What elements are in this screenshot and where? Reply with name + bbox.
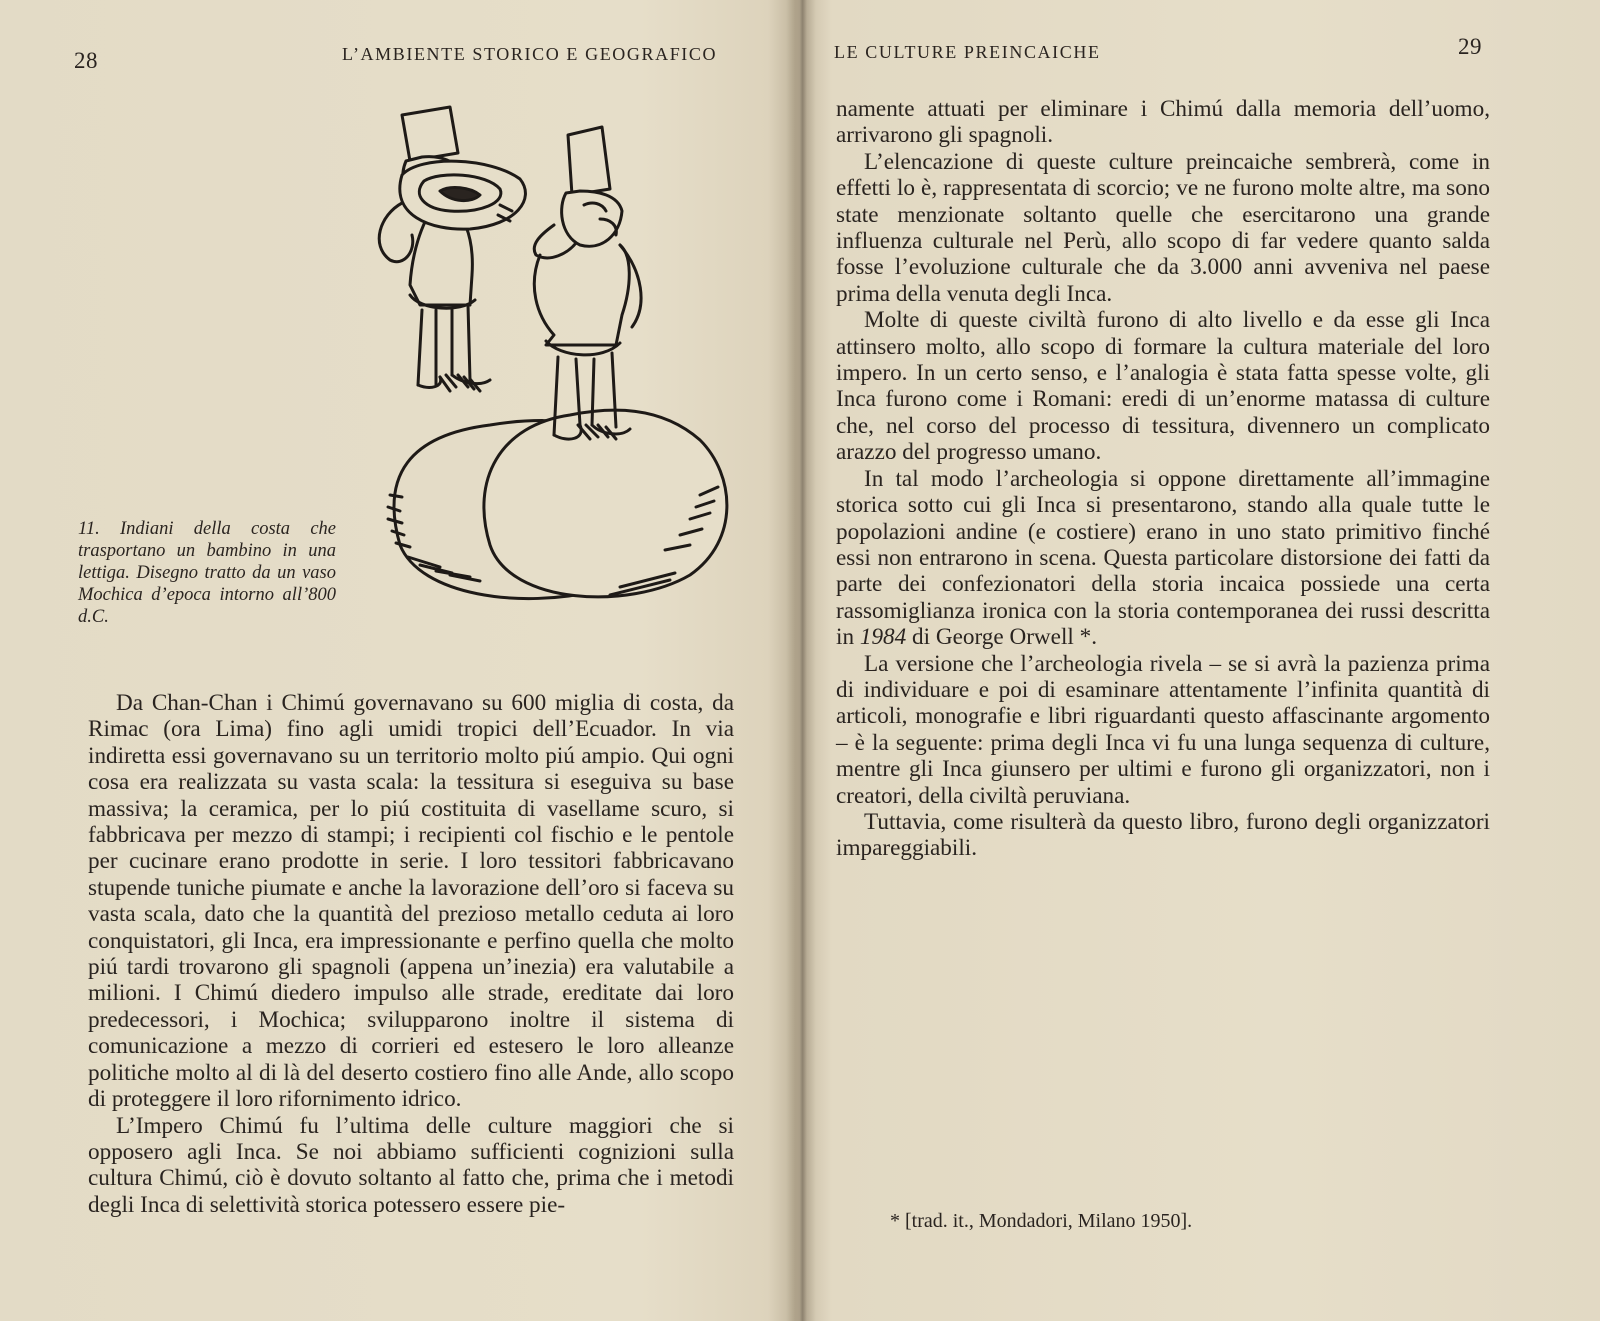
right-page (810, 0, 1600, 1321)
mochica-vase-illustration (340, 95, 760, 615)
page-number-left: 28 (74, 48, 98, 73)
paragraph: Da Chan-Chan i Chimú governavano su 600 miglia di costa, da Rimac (ora Lima) fino agli umidi tropici dell’Ecuador. In via indiretta essi governavano su un territorio molto piú ampio. Qui ogni cosa era realizzata su vasta scala: la tessitura si eseguiva su base massiva; la ceramica, per lo piú costituita di vasellame scuro, si fabbricava per mezzo di stampi; i recipienti col fischio e le pentole per cucinare erano prodotte in serie. I loro tessitori fabbricavano stupende tuniche piumate e anche la lavorazione dell’oro si faceva su vasta scala, dato che la quantità del prezioso metallo ceduta ai loro conquistatori, gli Inca, era impressionante e perfino quella che molto piú tardi trovarono gli spagnoli (appena un’inezia) era valutabile a milioni. I Chimú diedero impulso alle strade, ereditate dai loro predecessori, i Mochica; svilupparono inoltre il sistema di comunicazione a mezzo di corrieri ed estesero le loro alleanze politiche molto al di là del deserto costiero fino alle Ande, allo scopo di proteggere il loro rifornimento idrico. (88, 690, 734, 1113)
paragraph-text: In tal modo l’archeologia si oppone direttamente all’immagine storica sotto cui gli Inca si presentarono, stando alla quale tutte le popolazioni andine (e costiere) erano in uno stato primitivo finché essi non entrarono in scena. Questa particolare distorsione dei fatti da parte dei confezionatori della storia incaica possiede una certa rassomiglianza ironica con la storia contemporanea dei russi descritta in (836, 465, 1490, 651)
paragraph-text: di George Orwell *. (912, 624, 1098, 651)
paragraph: La versione che l’archeologia rivela – se si avrà la pazienza prima di individuare e poi di esaminare attentamente l’infinita quantità di articoli, monografie e libri riguardanti questo affascinante argomento – è la seguente: prima degli Inca vi fu una lunga sequenza di culture, mentre gli Inca giunsero per ultimi e furono gli organizzatori, non i creatori, della civiltà peruviana. (836, 650, 1490, 809)
left-page-body (88, 690, 734, 1218)
paragraph: Molte di queste civiltà furono di alto livello e da esse gli Inca attinsero molto, allo scopo di formare la cultura materiale del loro impero. In un certo senso, e l’analogia è stata fatta spesse volte, gli Inca furono come i Romani: eredi di un’enorme matassa di culture che, nel corso del processo di tessitura, divennero un complicato arazzo del progresso umano. (836, 307, 1490, 466)
running-head-left: L’AMBIENTE STORICO E GEOGRAFICO (342, 44, 718, 64)
paragraph: L’elencazione di queste culture preincaiche sembrerà, come in effetti lo è, rappresentata di scorcio; ve ne furono molte altre, ma sono state menzionate soltanto quelle che esercitarono una grande influenza culturale nel Perù, allo scopo di far vedere quanto salda fosse l’evoluzione culturale che da 3.000 anni avveniva nel paese prima della venuta degli Inca. (836, 148, 1490, 307)
running-head-right: LE CULTURE PREINCAICHE (834, 42, 1101, 62)
right-page-body (836, 96, 1490, 862)
book-title: 1984 (859, 624, 907, 651)
paragraph (836, 466, 1490, 651)
left-page (0, 0, 790, 1321)
paragraph: Tuttavia, come risulterà da questo libro, furono degli organizzatori impareggiabili. (836, 808, 1490, 862)
page-number-right: 29 (1458, 34, 1482, 59)
paragraph: namente attuati per eliminare i Chimú dalla memoria dell’uomo, arrivarono gli spagnoli. (836, 96, 1490, 149)
figure-caption: 11. Indiani della costa che trasportano un bambino in una lettiga. Disegno tratto da un vaso Mochica d’epoca intorno all’800 d.C. (78, 519, 336, 627)
footnote: * [trad. it., Mondadori, Milano 1950]. (890, 1210, 1193, 1232)
paragraph: L’Impero Chimú fu l’ultima delle culture maggiori che si opposero agli Inca. Se noi abbiamo sufficienti cognizioni sulla cultura Chimú, ciò è dovuto soltanto al fatto che, prima che i metodi degli Inca di selettività storica potessero essere pie- (88, 1112, 734, 1218)
